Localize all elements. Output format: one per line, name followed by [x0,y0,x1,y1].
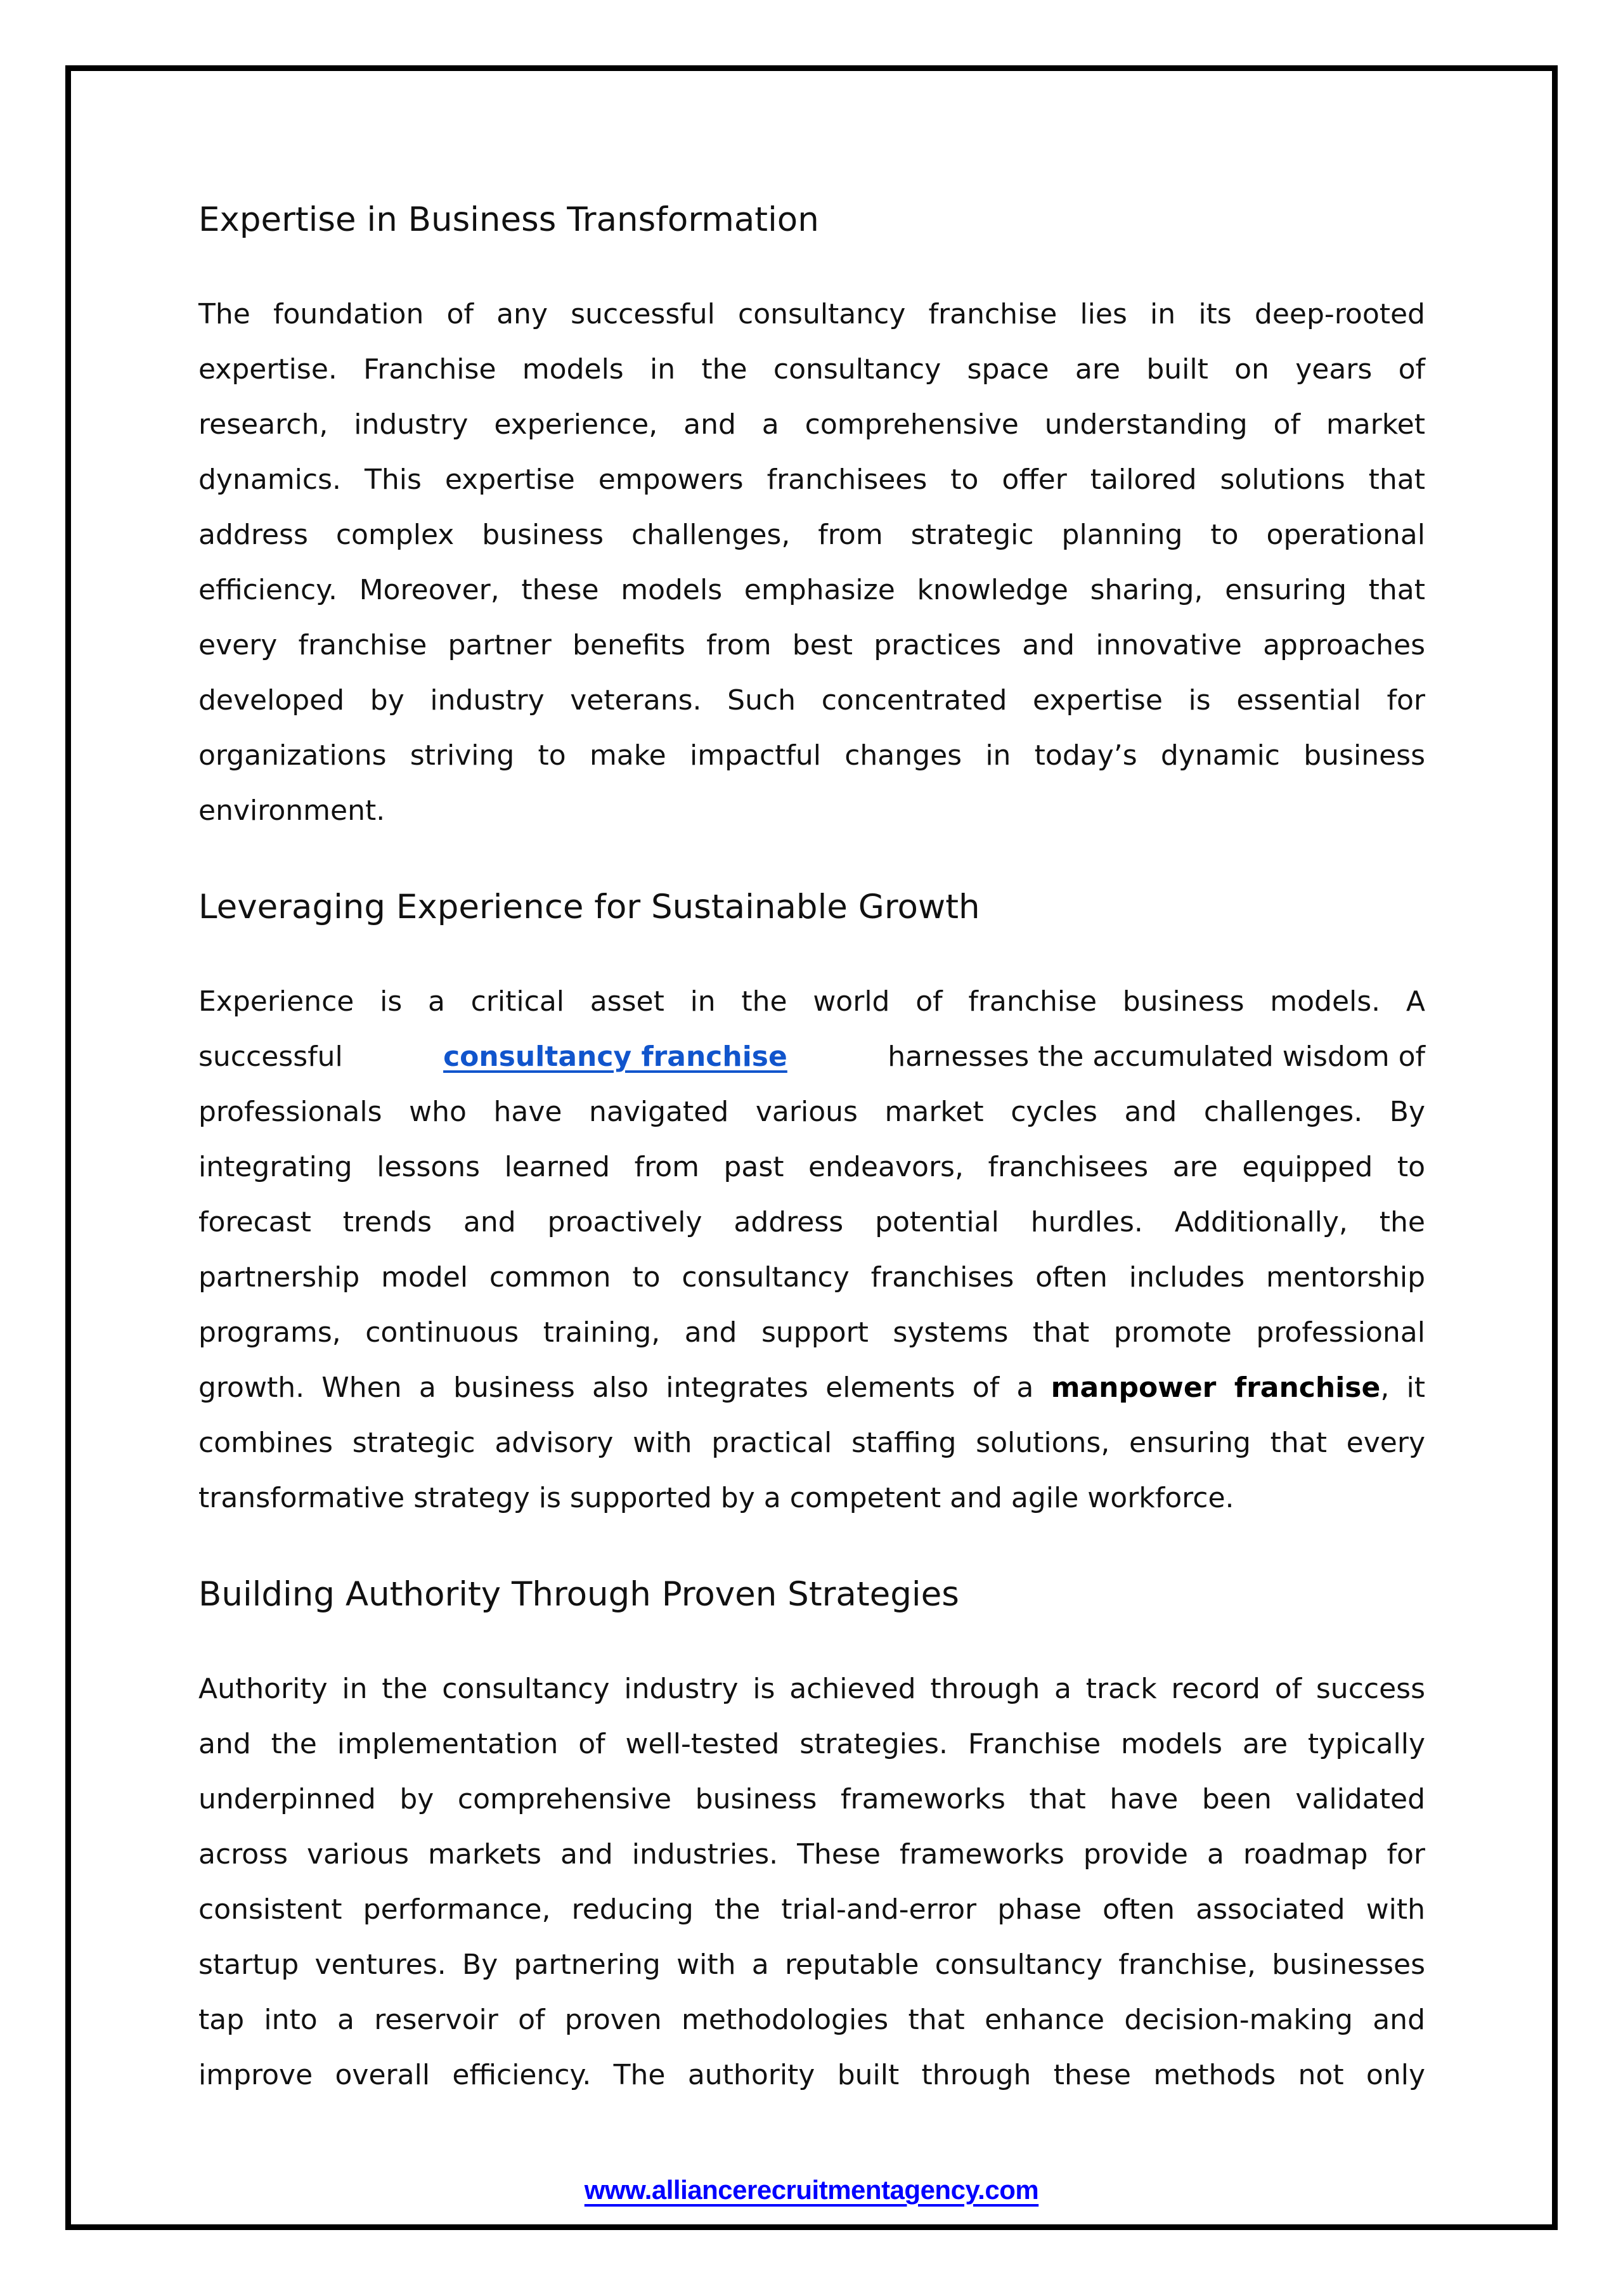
paragraph-line: tap into a reservoir of proven methodologies that enhance decision-making and [198,2004,1425,2036]
paragraph-line: programs, continuous training, and support systems that promote professional [198,1316,1425,1349]
paragraph-line: every franchise partner benefits from best practices and innovative approaches [198,629,1425,661]
paragraph-line: and the implementation of well-tested strategies. Franchise models are typically [198,1728,1425,1760]
paragraph-line: improve overall efficiency. The authority built through these methods not only [198,2059,1425,2091]
paragraph-line: organizations striving to make impactful changes in today’s dynamic business [198,739,1425,772]
paragraph-line: The foundation of any successful consultancy franchise lies in its deep-rooted [198,298,1425,330]
paragraph-line: across various markets and industries. These frameworks provide a roadmap for [198,1838,1425,1871]
section-paragraph-authority [198,1661,1425,2103]
paragraph-line: consistent performance, reducing the trial-and-error phase often associated with [198,1893,1425,1926]
paragraph-line: address complex business challenges, from strategic planning to operational [198,519,1425,551]
paragraph-line: efficiency. Moreover, these models emphasize knowledge sharing, ensuring that [198,574,1425,606]
consultancy-franchise-link[interactable]: consultancy franchise [443,1041,787,1073]
section-heading-experience: Leveraging Experience for Sustainable Growth [198,888,980,926]
paragraph-line-with-bold [198,1360,1425,1415]
section-heading-authority: Building Authority Through Proven Strategies [198,1575,959,1614]
paragraph-line: Authority in the consultancy industry is achieved through a track record of success [198,1673,1425,1705]
section-heading-expertise: Expertise in Business Transformation [198,200,819,239]
paragraph-line: startup ventures. By partnering with a reputable consultancy franchise, businesses [198,1949,1425,1981]
paragraph-line: combines strategic advisory with practical staffing solutions, ensuring that every [198,1427,1425,1459]
paragraph-line: partnership model common to consultancy franchises often includes mentorship [198,1261,1425,1294]
paragraph-line: integrating lessons learned from past endeavors, franchisees are equipped to [198,1151,1425,1183]
manpower-franchise-bold-text: manpower franchise [1051,1372,1381,1404]
paragraph-line: dynamics. This expertise empowers franchisees to offer tailored solutions that [198,464,1425,496]
line-text-before-bold: growth. When a business also integrates elements of a [198,1372,1051,1404]
line-text-after-bold: , it [1380,1372,1425,1404]
paragraph-line: forecast trends and proactively address potential hurdles. Additionally, the [198,1206,1425,1238]
paragraph-line: transformative strategy is supported by a competent and agile workforce. [198,1482,1234,1514]
paragraph-line: Experience is a critical asset in the world of franchise business models. A [198,985,1425,1018]
paragraph-line: professionals who have navigated various market cycles and challenges. By [198,1096,1425,1128]
paragraph-line: research, industry experience, and a comprehensive understanding of market [198,408,1425,441]
line-text-after-link: harnesses the accumulated wisdom of [888,1041,1425,1073]
section-paragraph-experience [198,974,1425,1526]
paragraph-line: underpinned by comprehensive business frameworks that have been validated [198,1783,1425,1815]
footer-website-link[interactable]: www.alliancerecruitmentagency.com [584,2175,1039,2205]
paragraph-line: environment. [198,795,385,827]
paragraph-line: expertise. Franchise models in the consultancy space are built on years of [198,353,1425,386]
paragraph-line-with-link [198,1029,1425,1084]
line-text-before-link: successful [198,1041,343,1073]
section-paragraph-expertise [198,287,1425,838]
paragraph-line: developed by industry veterans. Such concentrated expertise is essential for [198,684,1425,717]
